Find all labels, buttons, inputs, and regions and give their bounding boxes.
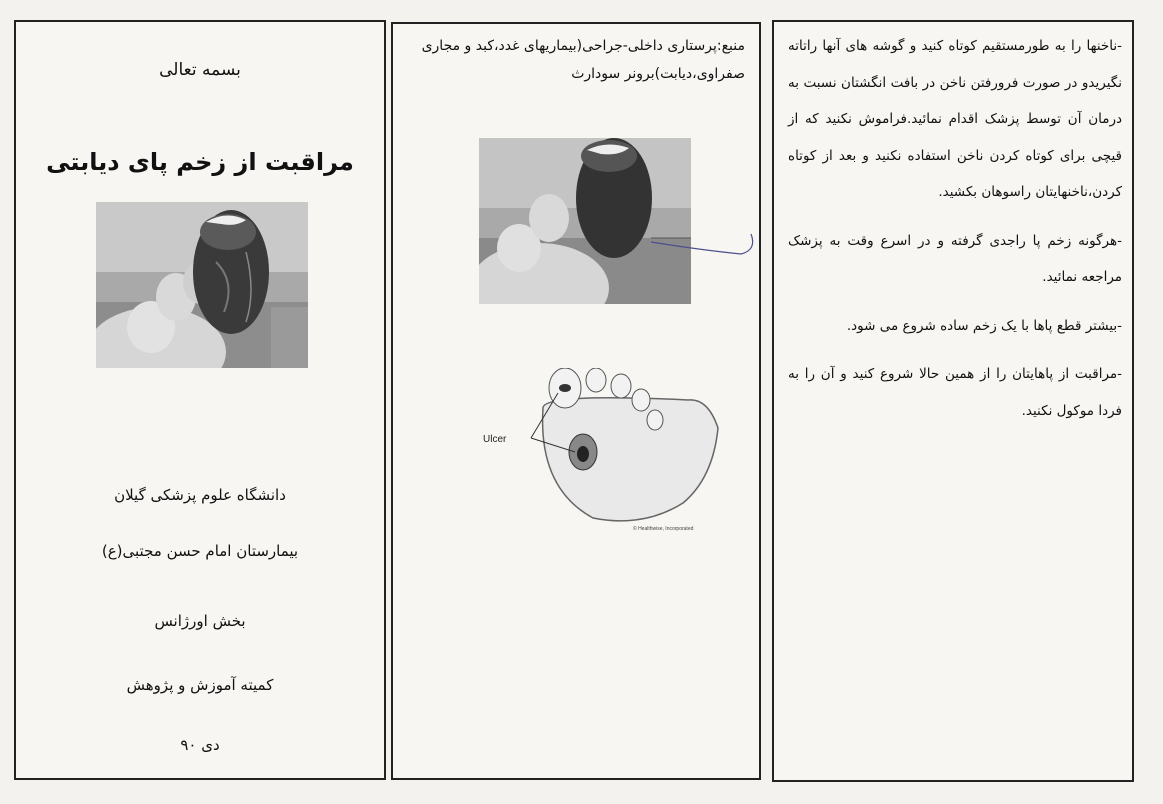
wound-photo-repeat	[479, 138, 691, 304]
care-instructions	[788, 28, 1122, 441]
foot-ulcer-diagram	[483, 368, 733, 533]
department-name: بخش اورژانس	[154, 612, 246, 630]
ulcer-label: Ulcer	[483, 434, 507, 445]
committee-name: کمیته آموزش و پژوهش	[126, 676, 274, 694]
page-title: مراقبت از زخم پای دیابتی	[46, 148, 354, 176]
pen-mark	[651, 224, 761, 264]
bismillah-heading: بسمه تعالی	[159, 60, 241, 80]
foot-ulcer-illustration	[483, 368, 733, 533]
diagram-credit: © Healthwise, Incorporated	[633, 526, 694, 532]
source-panel	[391, 22, 761, 780]
wound-photo	[96, 202, 308, 368]
instruction-start-now: -مراقبت از پاهایتان را از همین حالا شروع کنید و آن را به فردا موکول نکنید.	[788, 366, 1122, 419]
source-text: منبع:پرستاری داخلی-جراحی(بیماریهای غدد،کبد و مجاری صفراوی،دیابت)برونر سودارث	[421, 38, 745, 82]
wound-photo-repeat-image	[479, 138, 691, 304]
hospital-name: بیمارستان امام حسن مجتبی(ع)	[101, 542, 299, 560]
university-name: دانشگاه علوم پزشکی گیلان	[114, 486, 286, 504]
care-instructions-panel	[772, 20, 1134, 782]
wound-photo-image	[96, 202, 308, 368]
instruction-see-doctor: -هرگونه زخم پا راجدی گرفته و در اسرع وقت به پزشک مراجعه نمائید.	[788, 232, 1122, 285]
publication-date: دی ۹۰	[180, 736, 220, 754]
cover-panel	[14, 20, 386, 780]
instruction-amputation-warning: -بیشتر قطع پاها با یک زخم ساده شروع می شود.	[846, 317, 1122, 334]
instruction-nail-care: -ناخنها را به طورمستقیم کوتاه کنید و گوشه های آنها راتاته نگیریدو در صورت فرورفتن ناخن در بافت انگشتان نسبت به درمان آن توسط پزشک اقدام نمائید.فراموش نکنید که از قیچی برای کوتاه کردن ناخن استفاده نکنید و بعد از کوتاه کردن،ناخنهایتان راسوهان بکشید.	[788, 38, 1122, 200]
